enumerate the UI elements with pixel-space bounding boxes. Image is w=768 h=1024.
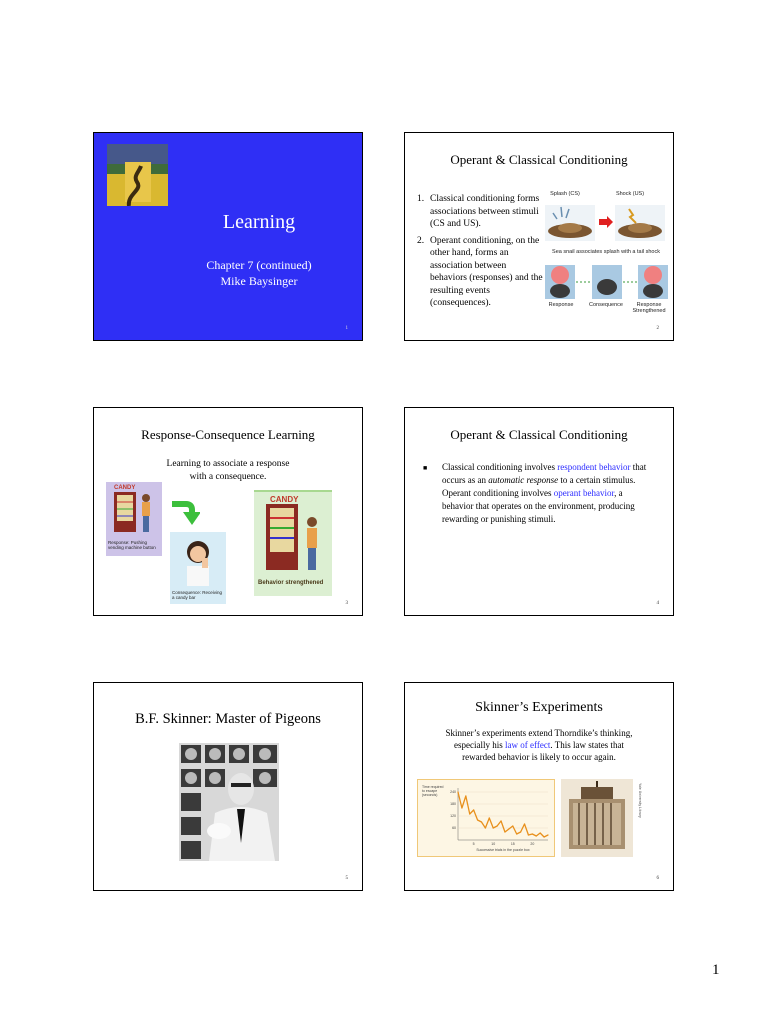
y-tick-label: 120 [450,814,456,819]
data-point [500,820,501,821]
data-point [508,828,509,829]
caption-line: vending machine button [108,545,156,550]
y-tick-label: 180 [450,802,456,807]
photo-credit: Yale University Library [638,783,642,818]
x-tick-label: 15 [510,842,515,846]
intro-line: Skinner’s experiments extend Thorndike’s thinking, [445,728,633,738]
snail-caption: Sea snail associates splash with a tail shock [552,249,660,255]
slide-title: Skinner’s Experiments [475,700,603,715]
consequence-caption [172,590,226,600]
intro-line: Learning to associate a response [166,459,290,469]
strengthened-line: Strengthened [632,308,666,314]
data-point [477,819,478,820]
page-number: 1 [712,962,720,978]
data-point [493,827,494,828]
text-run: Classical conditioning involves [442,462,558,472]
slide-title: Operant & Classical Conditioning [450,427,628,442]
data-point [524,823,525,824]
list-text: Operant conditioning, on the other hand, forms an association between behaviors (responses) and the resulting events (consequences). [430,235,543,308]
data-point [536,835,537,836]
slide-title: Learning [222,211,296,233]
square-bullet-icon: ■ [423,464,428,472]
slide-1 [93,132,363,341]
rat-sequence-figure-icon [545,265,669,301]
data-point [504,831,505,832]
caption-line: Consequence: Receiving [172,590,223,595]
list-item [417,235,545,310]
data-point [520,831,521,832]
text-run: that occurs as an [442,462,647,485]
consequence-label: Consequence [589,302,623,308]
vending-machine-icon [264,504,324,572]
slide-title: B.F. Skinner: Master of Pigeons [135,711,321,727]
bullet-text [442,461,651,526]
list-item [417,193,545,231]
chart-svg [418,780,554,856]
data-point [465,795,466,796]
data-point [461,807,462,808]
term-operant-behavior: operant behavior [553,488,615,498]
data-point [547,834,548,835]
y-tick-label: 240 [450,790,456,795]
text-run: to a certain stimulus. Operant conditioning involves [442,475,636,498]
woman-eating-icon [178,536,218,586]
slide-intro [134,458,322,483]
chapter-line: Chapter 7 (continued) [206,258,312,272]
slide-subtitle [169,257,349,289]
data-point [543,836,544,837]
text-run: , a behavior that operates on the environment, producing rewarding or punishing stimuli. [442,488,635,524]
data-point [481,821,482,822]
text-run: especially his [454,740,506,750]
numbered-list [417,193,545,314]
data-point [489,817,490,818]
intro-line [419,739,659,751]
x-tick-label: 5 [472,842,475,846]
text-run: . This law states that [550,740,624,750]
slide-3 [93,407,363,616]
candy-sign: CANDY [114,485,136,491]
y-axis-label: to escape [422,789,438,793]
slide-6 [404,682,674,891]
x-tick-label: 10 [491,842,496,846]
sea-snail-figure-icon [543,199,669,249]
vending-machine-icon [112,492,156,532]
slide-number: 3 [345,601,348,606]
shock-label: Shock (US) [615,191,645,197]
y-axis-label: (seconds) [422,793,438,797]
slide-number: 1 [345,326,348,331]
slide-2 [404,132,674,341]
intro-line: rewarded behavior is likely to occur again. [462,752,616,762]
list-number: 1. [417,194,425,204]
data-point [540,832,541,833]
splash-label: Splash (CS) [550,191,580,197]
data-point [516,833,517,834]
slide-number: 2 [656,326,659,331]
data-point [485,827,486,828]
strengthened-line: Response [636,302,662,308]
y-tick-label: 60 [452,826,456,831]
slide-number: 5 [345,876,348,881]
y-axis-label: Time required [422,785,444,789]
term-respondent-behavior: respondent behavior [557,462,631,472]
strengthened-panel [254,490,332,596]
road-landscape-icon [107,144,168,206]
list-number: 2. [417,235,425,246]
learning-curve-chart [417,779,555,857]
data-point [532,833,533,834]
data-point [469,813,470,814]
data-point [457,791,458,792]
slide-intro [419,727,659,763]
list-text: Classical conditioning forms associations between stimuli (CS and US). [430,194,540,229]
response-label: Response [548,302,574,308]
slide-4 [404,407,674,616]
strengthened-label [627,302,671,314]
author-line: Mike Baysinger [220,274,298,288]
series-line [458,792,548,837]
puzzle-box-photo-icon [561,779,633,857]
data-point [497,825,498,826]
curved-arrow-icon [170,498,200,526]
term-law-of-effect: law of effect [505,740,551,750]
caption-line: a candy bar [172,595,196,600]
data-point [512,825,513,826]
caption-line: Response: Pushing [108,540,148,545]
slide-5 [93,682,363,891]
data-point [473,809,474,810]
strengthened-caption: Behavior strengthened [258,580,324,586]
response-panel [106,482,162,556]
data-point [528,834,529,835]
slide-title: Operant & Classical Conditioning [450,152,628,167]
slide-number: 4 [656,601,659,606]
x-tick-label: 20 [530,842,535,846]
term-automatic-response: automatic response [488,475,559,485]
intro-line: with a consequence. [189,471,267,482]
consequence-panel [170,532,226,604]
bullet-paragraph [423,461,651,526]
response-caption [108,540,162,550]
slide-title: Response-Consequence Learning [141,427,315,442]
slide-number: 6 [656,876,659,881]
candy-sign: CANDY [270,495,299,504]
x-axis-label: Successive trials in the puzzle box [476,848,530,852]
skinner-photo-icon [179,743,279,861]
